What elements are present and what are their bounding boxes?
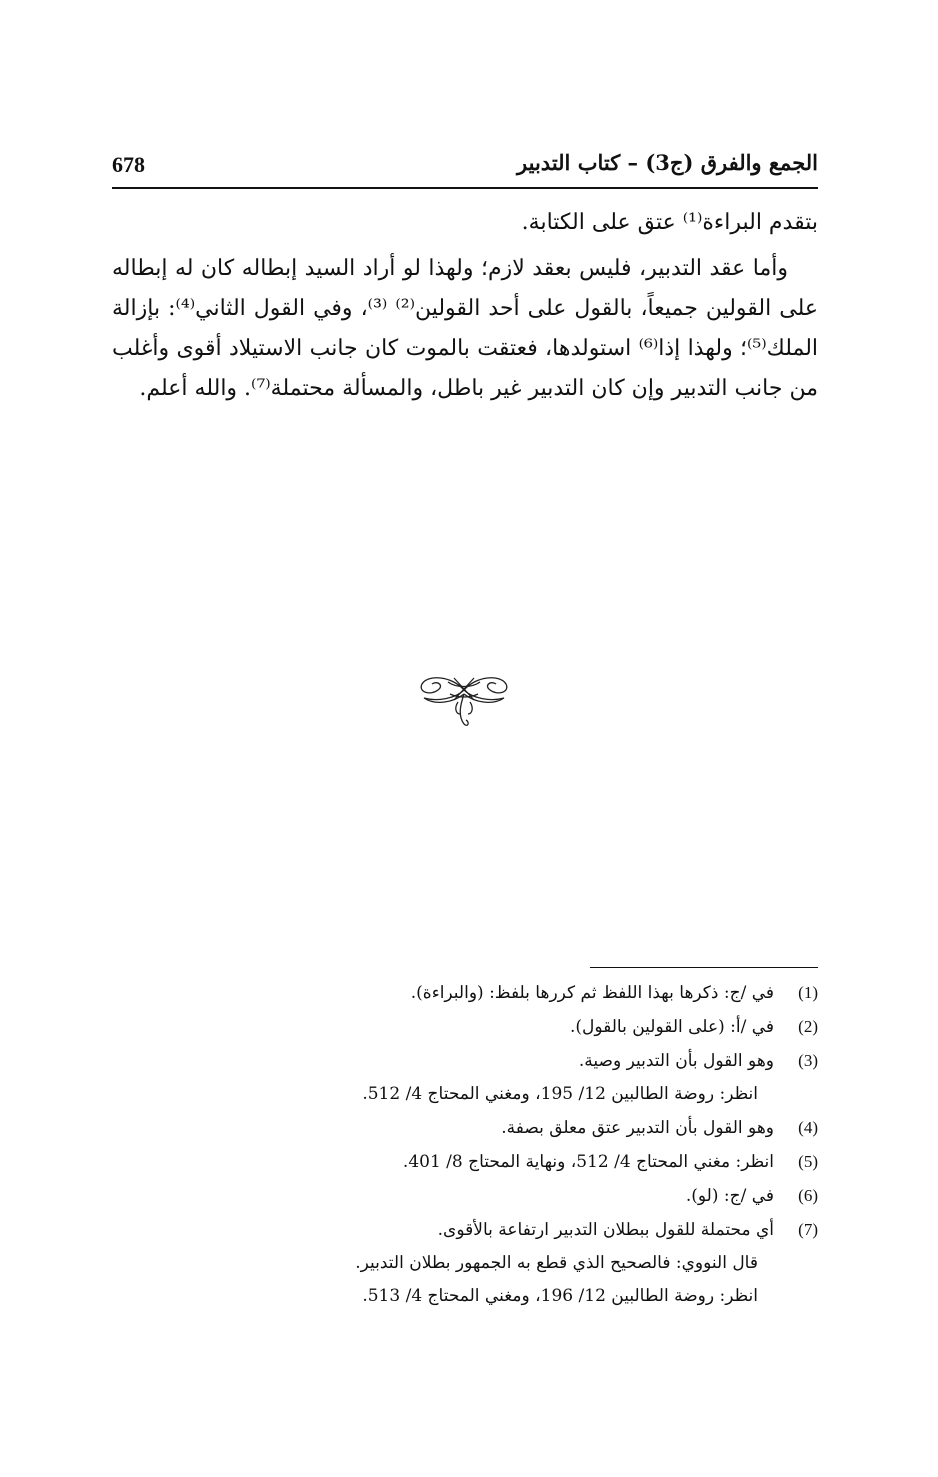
main-text xyxy=(112,203,818,409)
footnote-continuation: انظر: روضة الطالبين 12/ 195، ومغني المحتاج 4/ 512. xyxy=(362,1084,758,1104)
footnote-continuation: قال النووي: فالصحيح الذي قطع به الجمهور بطلان التدبير. xyxy=(355,1253,758,1273)
footnote-number: (7) xyxy=(798,1220,818,1239)
paragraph: وأما عقد التدبير، فليس بعقد لازم؛ ولهذا لو أراد السيد إبطاله كان له إبطاله على القولين جميعاً، بالقول على أحد القولين⁽²⁾ ⁽³⁾، وفي القول الثاني⁽⁴⁾: بإزالة الملك⁽⁵⁾؛ ولهذا إذا⁽⁶⁾ استولدها، فعتقت بالموت كان جانب الاستيلاد أقوى وأغلب من جانب التدبير وإن كان التدبير غير باطل، والمسألة محتملة⁽⁷⁾. والله أعلم. xyxy=(112,256,819,401)
footnote-number: (1) xyxy=(798,983,818,1002)
footnote-number: (3) xyxy=(798,1051,818,1070)
footnote-number: (2) xyxy=(798,1017,818,1036)
running-title: الجمع والفرق (ج3) – كتاب التدبير xyxy=(517,150,818,175)
footnote-item xyxy=(200,1213,818,1247)
footnote-text: في /ج: (لو). xyxy=(685,1186,774,1206)
footnote-item xyxy=(200,1111,818,1145)
footnote-continuation: انظر: روضة الطالبين 12/ 196، ومغني المحتاج 4/ 513. xyxy=(362,1286,758,1306)
header-divider xyxy=(112,187,818,189)
page-header xyxy=(112,150,818,186)
footnote-divider xyxy=(590,967,818,968)
footnote-item xyxy=(200,1145,818,1179)
footnote-text: في /أ: (على القولين بالقول). xyxy=(569,1017,774,1037)
footnote-text: وهو القول بأن التدبير وصية. xyxy=(578,1051,774,1071)
footnote-item xyxy=(200,976,818,1010)
footnote-item xyxy=(200,1179,818,1213)
footnote-text: أي محتملة للقول ببطلان التدبير ارتفاعة بالأقوى. xyxy=(437,1220,774,1240)
paragraph: بتقدم البراءة⁽¹⁾ عتق على الكتابة. xyxy=(521,210,818,235)
footnote-number: (5) xyxy=(798,1152,818,1171)
footnote-number: (4) xyxy=(798,1118,818,1137)
page-number: 678 xyxy=(112,152,145,177)
footnote-text: وهو القول بأن التدبير عتق معلق بصفة. xyxy=(501,1118,774,1138)
floral-ornament-icon xyxy=(408,668,520,740)
footnote-text: في /ج: ذكرها بهذا اللفظ ثم كررها بلفظ: (والبراءة). xyxy=(410,983,774,1003)
footnote-item xyxy=(200,1044,818,1078)
footnote-number: (6) xyxy=(798,1186,818,1205)
footnotes xyxy=(200,976,818,1313)
footnote-text: انظر: مغني المحتاج 4/ 512، ونهاية المحتاج 8/ 401. xyxy=(402,1152,774,1172)
footnote-item xyxy=(200,1010,818,1044)
